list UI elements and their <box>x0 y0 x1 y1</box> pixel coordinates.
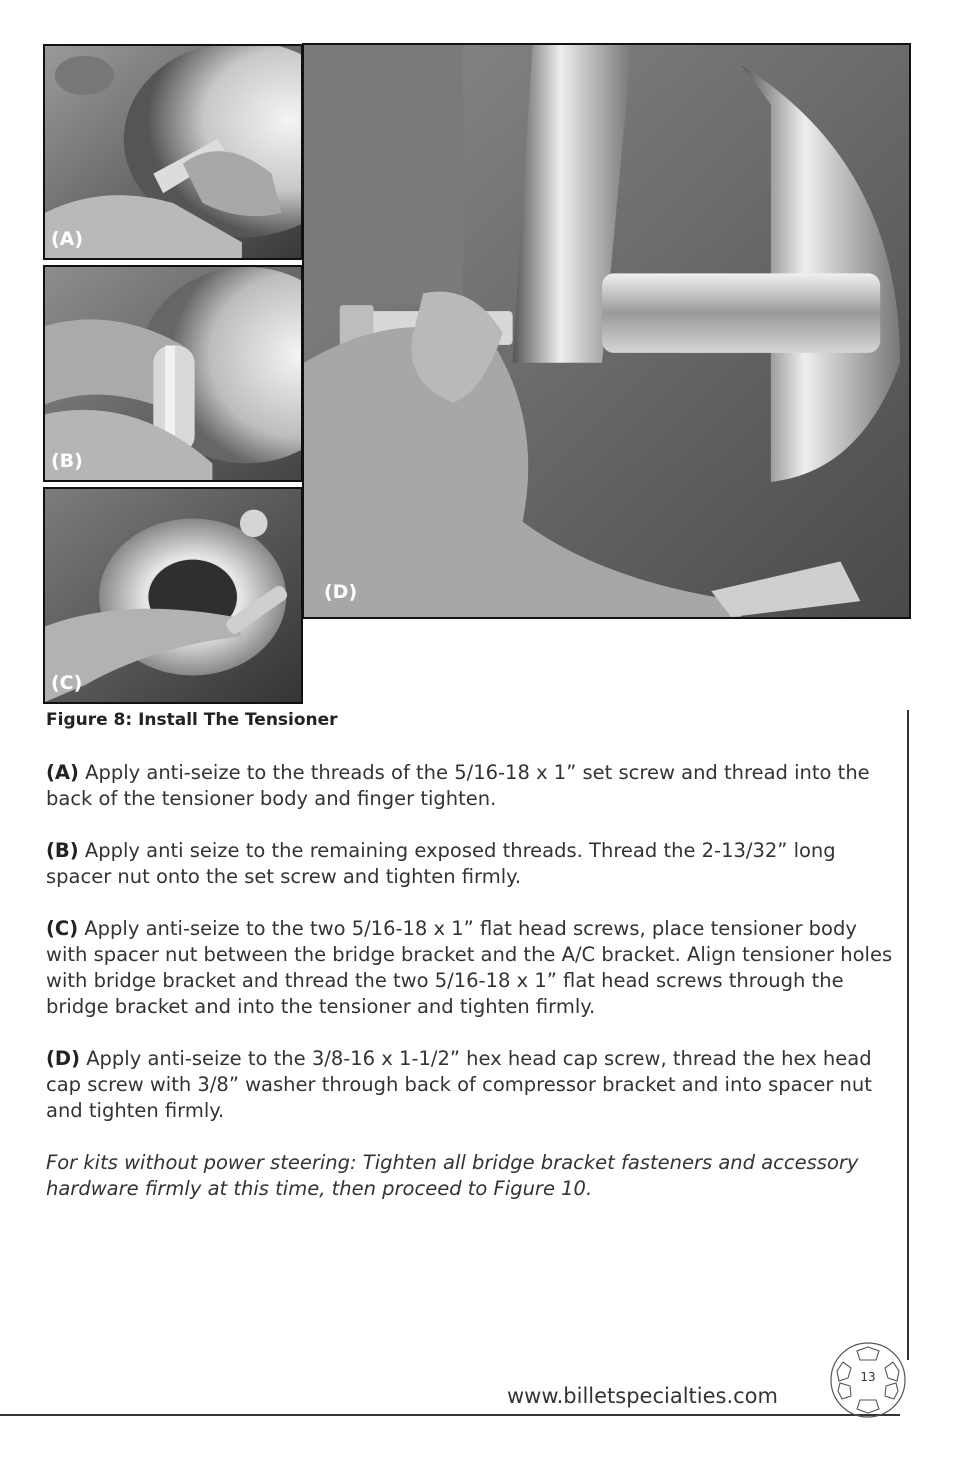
panel-label: (A) <box>51 228 84 250</box>
step-tag: (B) <box>46 839 79 862</box>
figure-caption: Figure 8: Install The Tensioner <box>46 710 338 730</box>
step-a <box>46 760 898 812</box>
photo-a <box>43 44 303 260</box>
step-text: Apply anti-seize to the threads of the 5/16-18 x 1” set screw and thread into the back of the tensioner body and finger tighten. <box>46 761 870 810</box>
photo-c-image <box>45 489 301 702</box>
footer-rule <box>0 1414 900 1416</box>
panel-label: (B) <box>51 450 83 472</box>
page-number: 13 <box>860 1370 876 1384</box>
vertical-rule <box>907 710 909 1360</box>
panel-label: (D) <box>324 581 358 603</box>
photo-d <box>302 43 911 619</box>
panel-label: (C) <box>51 672 83 694</box>
step-tag: (A) <box>46 761 79 784</box>
step-text: Apply anti-seize to the 3/8-16 x 1-1/2” hex head cap screw, thread the hex head cap screw with 3/8” washer through back of compressor bracket and into spacer nut and tighten firmly. <box>46 1047 872 1122</box>
website-url: www.billetspecialties.com <box>507 1384 778 1408</box>
photo-a-image <box>45 46 301 258</box>
photo-c <box>43 487 303 704</box>
photo-b <box>43 265 303 482</box>
step-b <box>46 838 898 890</box>
step-text: Apply anti-seize to the two 5/16-18 x 1” flat head screws, place tensioner body with spacer nut between the bridge bracket and the A/C bracket. Align tensioner holes with bridge bracket and thread the two 5/16-18 x 1” flat head screws through the bridge bracket and into the tensioner and tighten firmly. <box>46 917 893 1018</box>
photo-b-image <box>45 267 301 480</box>
note-text: For kits without power steering: Tighten all bridge bracket fasteners and accessory hardware firmly at this time, then proceed to Figure 10. <box>46 1151 859 1200</box>
step-d <box>46 1046 898 1124</box>
step-c <box>46 916 898 1020</box>
photo-d-image <box>304 45 909 617</box>
step-text: Apply anti seize to the remaining exposed threads. Thread the 2-13/32” long spacer nut onto the set screw and tighten firmly. <box>46 839 836 888</box>
instruction-steps <box>46 760 898 1202</box>
step-tag: (D) <box>46 1047 81 1070</box>
step-tag: (C) <box>46 917 79 940</box>
